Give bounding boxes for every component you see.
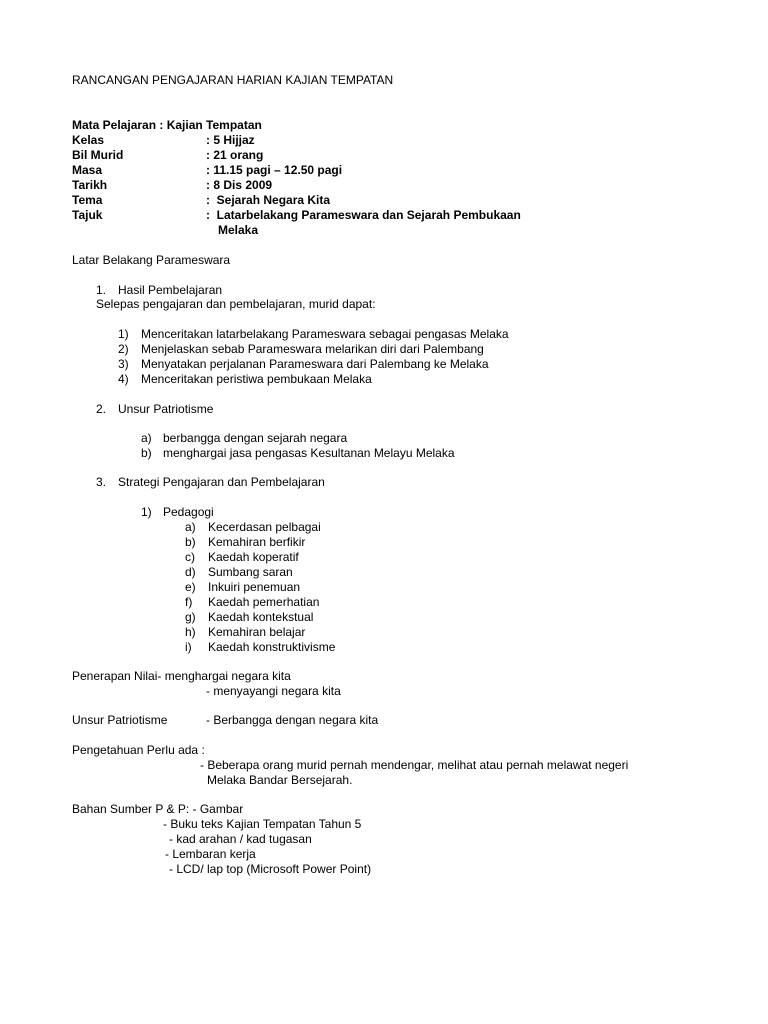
pedagogy-marker: g) — [185, 610, 196, 624]
masa-label: Masa — [72, 163, 103, 177]
section-3-number: 3. — [96, 475, 107, 489]
pedagogy-marker: d) — [185, 565, 196, 579]
patriotism-text: menghargai jasa pengasas Kesultanan Melayu Melaka — [163, 446, 455, 460]
pedagogy-item: Kaedah kontekstual — [208, 610, 314, 624]
patriotism-value: - Berbangga dengan negara kita — [206, 713, 379, 727]
bil-murid-label: Bil Murid — [72, 148, 124, 162]
resources-line-3: - kad arahan / kad tugasan — [169, 832, 312, 846]
bil-murid-value: : 21 orang — [206, 148, 264, 162]
section-2-title: Unsur Patriotisme — [118, 402, 214, 416]
objective-text: Menceritakan latarbelakang Parameswara sebagai pengasas Melaka — [141, 327, 509, 341]
prior-knowledge-line-2: Melaka Bandar Bersejarah. — [207, 773, 353, 787]
pedagogy-marker: c) — [185, 550, 195, 564]
tema-value: : Sejarah Negara Kita — [206, 193, 331, 207]
tajuk-value: : Latarbelakang Parameswara dan Sejarah Pembukaan — [206, 208, 521, 222]
objective-text: Menjelaskan sebab Parameswara melarikan diri dari Palembang — [141, 342, 484, 356]
pedagogy-item: Sumbang saran — [208, 565, 293, 579]
resources-line-5: - LCD/ lap top (Microsoft Power Point) — [169, 862, 372, 876]
objective-text: Menyatakan perjalanan Parameswara dari Palembang ke Melaka — [141, 357, 489, 371]
patriotism-marker: a) — [141, 431, 152, 445]
section-heading: Latar Belakang Parameswara — [72, 253, 231, 267]
objective-marker: 4) — [118, 372, 129, 386]
objective-text: Menceritakan peristiwa pembukaan Melaka — [141, 372, 372, 386]
pedagogy-marker: h) — [185, 625, 196, 639]
tajuk-value-continued: Melaka — [218, 223, 259, 237]
kelas-value: : 5 Hijjaz — [206, 133, 255, 147]
pedagogy-marker: a) — [185, 520, 196, 534]
kelas-label: Kelas — [72, 133, 105, 147]
masa-value: : 11.15 pagi – 12.50 pagi — [206, 163, 343, 177]
objective-marker: 1) — [118, 327, 129, 341]
document-title: RANCANGAN PENGAJARAN HARIAN KAJIAN TEMPATAN — [72, 73, 394, 87]
resources-line-4: - Lembaran kerja — [165, 847, 256, 861]
pedagogy-marker: i) — [185, 640, 192, 654]
prior-knowledge-line-1: - Beberapa orang murid pernah mendengar, melihat atau pernah melawat negeri — [200, 758, 629, 772]
patriotism-label: Unsur Patriotisme — [72, 713, 168, 727]
objective-marker: 3) — [118, 357, 129, 371]
tema-label: Tema — [72, 193, 103, 207]
resources-line-2: - Buku teks Kajian Tempatan Tahun 5 — [163, 817, 362, 831]
section-1-number: 1. — [96, 283, 107, 297]
pedagogy-item: Kaedah konstruktivisme — [208, 640, 336, 654]
values-line-2: - menyayangi negara kita — [206, 684, 341, 698]
pedagogy-item: Kaedah koperatif — [208, 550, 299, 564]
subject-line: Mata Pelajaran : Kajian Tempatan — [72, 118, 262, 132]
tajuk-label: Tajuk — [72, 208, 103, 222]
section-2-number: 2. — [96, 402, 107, 416]
pedagogy-marker: f) — [185, 595, 193, 609]
values-line-1: Penerapan Nilai- menghargai negara kita — [72, 669, 291, 683]
pedagogy-number: 1) — [141, 505, 152, 519]
pedagogy-marker: b) — [185, 535, 196, 549]
pedagogy-item: Kemahiran belajar — [208, 625, 306, 639]
tarikh-label: Tarikh — [72, 178, 108, 192]
patriotism-marker: b) — [141, 446, 152, 460]
section-1-intro: Selepas pengajaran dan pembelajaran, murid dapat: — [96, 297, 376, 311]
objective-marker: 2) — [118, 342, 129, 356]
resources-line-1: Bahan Sumber P & P: - Gambar — [72, 802, 244, 816]
pedagogy-item: Kaedah pemerhatian — [208, 595, 320, 609]
pedagogy-item: Kecerdasan pelbagai — [208, 520, 321, 534]
prior-knowledge-label: Pengetahuan Perlu ada : — [72, 743, 205, 757]
pedagogy-title: Pedagogi — [163, 505, 214, 519]
pedagogy-item: Inkuiri penemuan — [208, 580, 301, 594]
section-3-title: Strategi Pengajaran dan Pembelajaran — [118, 475, 325, 489]
pedagogy-item: Kemahiran berfikir — [208, 535, 306, 549]
patriotism-text: berbangga dengan sejarah negara — [163, 431, 348, 445]
pedagogy-marker: e) — [185, 580, 196, 594]
tarikh-value: : 8 Dis 2009 — [206, 178, 273, 192]
section-1-title: Hasil Pembelajaran — [118, 283, 223, 297]
